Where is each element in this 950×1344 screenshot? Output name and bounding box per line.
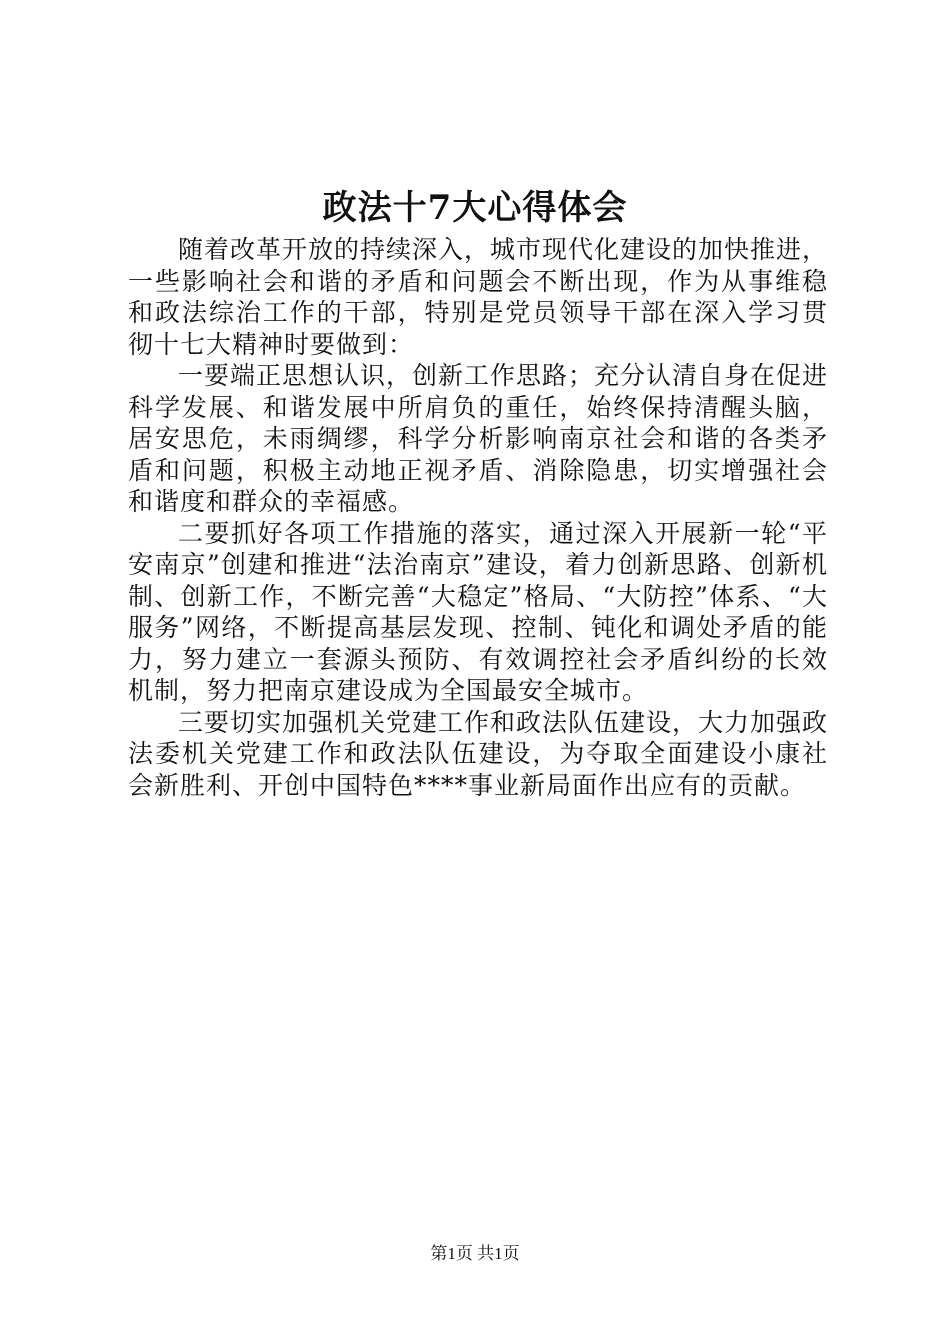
page-footer: 第1页 共1页 [430,1244,520,1263]
paragraph-point-3: 三要切实加强机关党建工作和政法队伍建设，大力加强政法委机关党建工作和政法队伍建设，为夺取全面建设小康社会新胜利、开创中国特色****事业新局面作出应有的贡献。 [128,707,829,800]
paragraph-point-1: 一要端正思想认识，创新工作思路；充分认清自身在促进科学发展、和谐发展中所肩负的重任，始终保持清醒头脑，居安思危，未雨绸缪，科学分析影响南京社会和谐的各类矛盾和问题，积极主动地正视矛盾、消除隐患，切实增强社会和谐度和群众的幸福感。 [128,361,829,516]
document-title: 政法十7大心得体会 [322,188,628,228]
paragraph-point-2: 二要抓好各项工作措施的落实，通过深入开展新一轮“平安南京”创建和推进“法治南京”建设，着力创新思路、创新机制、创新工作，不断完善“大稳定”格局、“大防控”体系、“大服务”网络，不断提高基层发现、控制、钝化和调处矛盾的能力，努力建立一套源头预防、有效调控社会矛盾纠纷的长效机制，努力把南京建设成为全国最安全城市。 [128,518,828,705]
paragraph-intro: 随着改革开放的持续深入，城市现代化建设的加快推进，一些影响社会和谐的矛盾和问题会不断出现，作为从事维稳和政法综治工作的干部，特别是党员领导干部在深入学习贯彻十七大精神时要做到： [128,235,829,359]
document-body [128,234,828,801]
